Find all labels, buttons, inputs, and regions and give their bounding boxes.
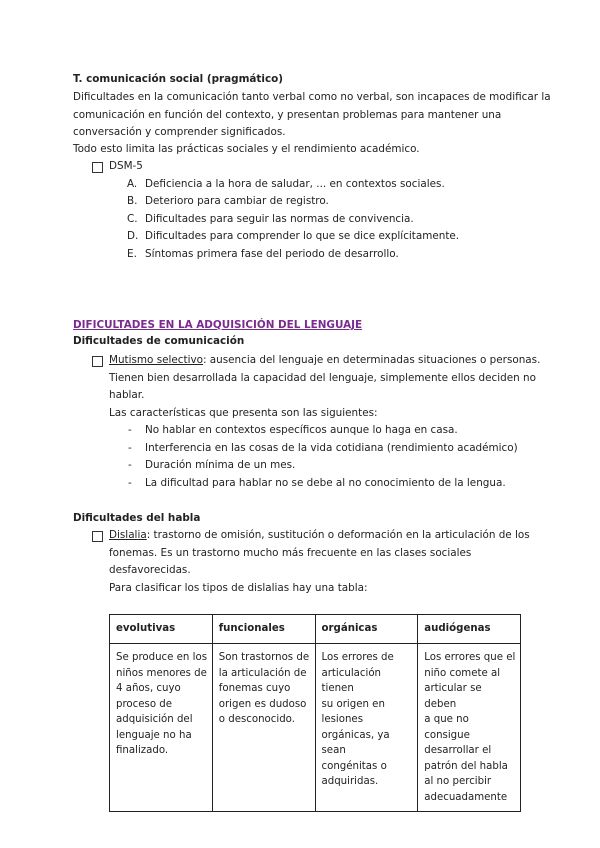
mutismo-definition: : ausencia del lenguaje en determinadas situaciones o personas.: [202, 354, 541, 366]
section-title-pragmatic: T. comunicación social (pragmático): [73, 73, 284, 85]
list-marker: D.: [127, 230, 139, 242]
list-marker: C.: [127, 213, 138, 225]
cell-line: articulación tienen: [321, 667, 382, 694]
subheading-comunicacion: Dificultades de comunicación: [73, 335, 245, 347]
paragraph-line: Todo esto limita las prácticas sociales y el rendimiento académico.: [73, 143, 420, 155]
paragraph-line: fonemas. Es un trastorno mucho más frecuente en las clases sociales: [109, 547, 472, 559]
list-item: Deterioro para cambiar de registro.: [145, 195, 329, 207]
paragraph-line: Las características que presenta son las siguientes:: [109, 407, 378, 419]
paragraph-line: Tienen bien desarrollada la capacidad del lenguaje, simplemente ellos deciden no: [109, 372, 536, 384]
cell-line: articular se deben: [424, 683, 482, 710]
table-header-cell: evolutivas: [110, 615, 213, 644]
cell-line: adquisición del: [116, 714, 193, 725]
cell-line: 4 años, cuyo: [116, 683, 181, 694]
list-item: Deficiencia a la hora de saludar, ... en contextos sociales.: [145, 178, 445, 190]
cell-line: origen es dudoso: [218, 698, 307, 710]
dash-bullet: -: [128, 424, 132, 436]
dislalia-definition: : trastorno de omisión, sustitución o deformación en la articulación de los: [146, 529, 530, 541]
list-marker: A.: [127, 178, 138, 190]
list-item: Síntomas primera fase del periodo de desarrollo.: [145, 248, 399, 260]
cell-line: al no percibir: [424, 776, 492, 787]
dash-bullet: -: [128, 459, 132, 471]
paragraph-line: Dificultades en la comunicación tanto verbal como no verbal, son incapaces de modificar la: [73, 91, 551, 103]
subheading-habla: Dificultades del habla: [73, 512, 201, 524]
checkbox-dsm5[interactable]: [92, 162, 103, 173]
cell-line: niños menores de: [116, 667, 207, 679]
cell-line: lenguaje no ha: [116, 729, 192, 741]
cell-line: proceso de: [116, 698, 173, 710]
paragraph-line: Para clasificar los tipos de dislalias hay una tabla:: [109, 582, 368, 594]
section-heading-adquisicion: DIFICULTADES EN LA ADQUISICIÓN DEL LENGUAJE: [73, 319, 363, 331]
list-marker: B.: [127, 195, 138, 207]
cell-line: lesiones: [321, 714, 364, 725]
cell-line: orgánicas, ya sean: [321, 729, 390, 756]
table-header-row: [110, 615, 521, 644]
cell-line: desarrollar el: [424, 745, 492, 756]
cell-line: a que no consigue: [424, 714, 470, 741]
dsm5-label: DSM-5: [109, 160, 143, 172]
cell-line: la articulación de: [218, 667, 307, 679]
mutismo-term: Mutismo selectivo: [109, 354, 203, 366]
table-cell-funcionales: [212, 644, 315, 812]
cell-line: o desconocido.: [218, 714, 295, 725]
cell-line: niño comete al: [424, 667, 501, 679]
paragraph-line: conversación y comprender significados.: [73, 126, 286, 138]
table-header-cell: audiógenas: [418, 615, 521, 644]
dislalia-types-table: [109, 614, 521, 812]
bullet-item: Interferencia en las cosas de la vida cotidiana (rendimiento académico): [145, 442, 518, 454]
table-header-cell: funcionales: [212, 615, 315, 644]
cell-line: su origen en: [321, 698, 385, 710]
cell-line: patrón del habla: [424, 760, 508, 772]
list-item: Dificultades para seguir las normas de convivencia.: [145, 213, 414, 225]
table-row: [110, 644, 521, 812]
cell-line: finalizado.: [116, 745, 169, 756]
bullet-item: No hablar en contextos específicos aunque lo haga en casa.: [145, 424, 458, 436]
cell-line: Los errores de: [321, 652, 394, 663]
cell-line: Se produce en los: [116, 652, 208, 663]
cell-line: Los errores que el: [424, 652, 516, 663]
dislalia-line: [109, 529, 530, 541]
bullet-item: Duración mínima de un mes.: [145, 459, 296, 471]
table-cell-evolutivas: [110, 644, 213, 812]
paragraph-line: desfavorecidas.: [109, 564, 191, 576]
paragraph-line: comunicación en función del contexto, y presentan problemas para mantener una: [73, 109, 502, 121]
checkbox-mutismo[interactable]: [92, 356, 103, 367]
mutismo-line: [109, 354, 540, 366]
table-header-cell: orgánicas: [315, 615, 418, 644]
bullet-item: La dificultad para hablar no se debe al no conocimiento de la lengua.: [145, 477, 506, 489]
cell-line: Son trastornos de: [218, 652, 310, 663]
dash-bullet: -: [128, 442, 132, 454]
cell-line: congénitas o: [321, 760, 387, 772]
cell-line: adecuadamente: [424, 791, 508, 803]
table-cell-organicas: [315, 644, 418, 812]
paragraph-line: hablar.: [109, 389, 145, 401]
checkbox-dislalia[interactable]: [92, 531, 103, 542]
list-item: Dificultades para comprender lo que se dice explícitamente.: [145, 230, 460, 242]
table-cell-audiogenas: [418, 644, 521, 812]
dash-bullet: -: [128, 477, 132, 489]
cell-line: adquiridas.: [321, 776, 379, 787]
list-marker: E.: [127, 248, 137, 260]
cell-line: fonemas cuyo: [218, 683, 291, 694]
dislalia-term: Dislalia: [109, 529, 147, 541]
